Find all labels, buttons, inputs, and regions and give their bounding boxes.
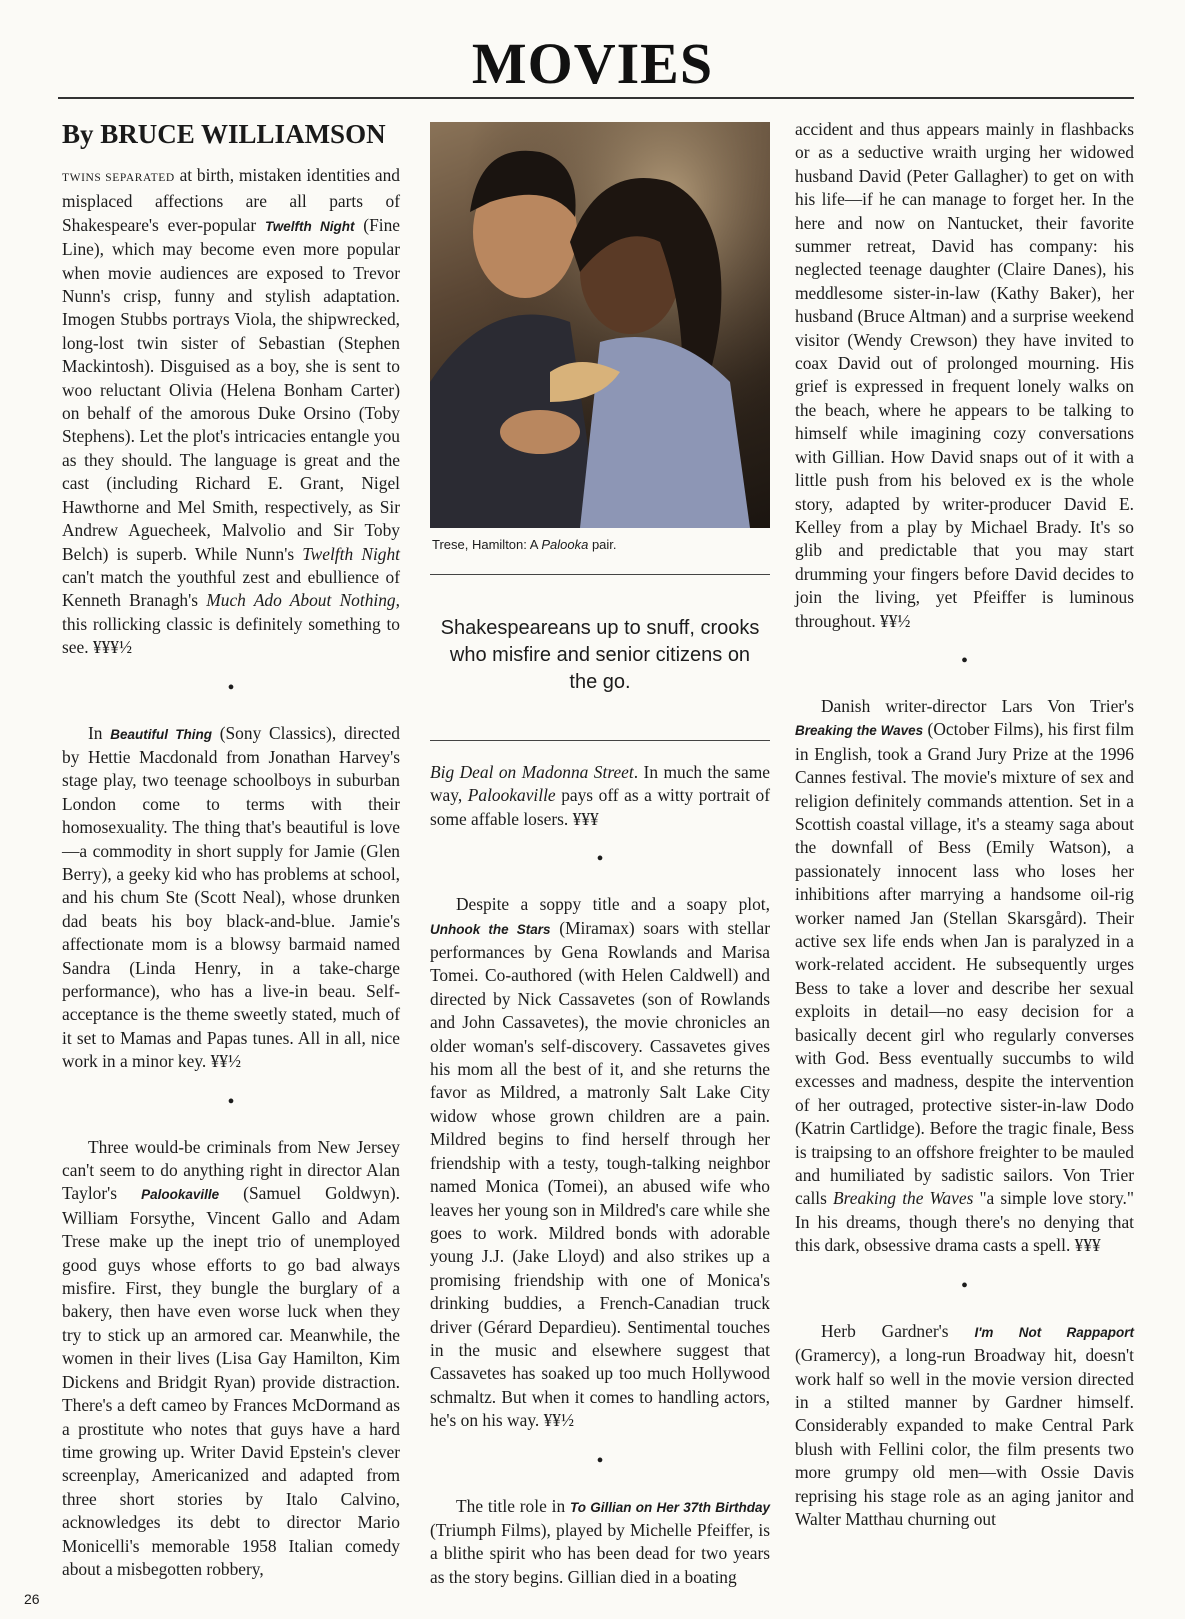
separator-bullet: •: [596, 1449, 604, 1472]
review-palookaville-continued: [430, 761, 770, 831]
film-title: Unhook the Stars: [430, 921, 551, 937]
text: . In much the same way,: [430, 762, 770, 806]
review-rappaport: [795, 1320, 1134, 1532]
italic-title: Twelfth Night: [302, 543, 400, 564]
separator-bullet: •: [596, 848, 604, 871]
column-3: [795, 118, 1134, 1531]
text: "a simple love story." In his dreams, though there's no denying that this dark, obsessive drama casts a spell.: [795, 1188, 1134, 1256]
italic-title: Much Ado About Nothing: [206, 590, 396, 611]
text: (Triumph Films), played by Michelle Pfeiffer, is a blithe spirit who has been dead for two years as the story begins. Gillian died in a boating: [430, 1519, 770, 1587]
italic-title: Breaking the Waves: [832, 1188, 974, 1209]
photo-illustration: [430, 122, 770, 528]
text: (Fine Line), which may become even more popular when movie audiences are exposed to Trevor Nunn's crisp, funny and stylish adaptation. Imogen Stubbs portrays Viola, the shipwrecked, long-lost twin sister of Sebastian (Stephen Mackintosh). Disguised as a boy, she is sent to woo reluctant Olivia (Helena Bonham Carter) on behalf of the amorous Duke Orsino (Toby Stephens). Let the plot's intricacies entangle you as they should. The language is great and the cast (including Richard E. Grant, Nigel Hawthorne and Mel Smith, respectively, as Sir Andrew Aguecheek, Malvolio and Sir Toby Belch) is superb. While Nunn's: [62, 214, 401, 564]
rating: ¥¥½: [543, 1410, 575, 1431]
section-title: MOVIES: [471, 31, 714, 96]
text: at birth, mistaken identities and misplaced affections are all parts of Shakespeare's ever-popular: [62, 165, 401, 235]
caption-italic: Palooka: [541, 537, 589, 552]
separator-bullet: •: [227, 676, 235, 699]
rating: ¥¥¥: [1074, 1235, 1101, 1256]
film-title: To Gillian on Her 37th Birthday: [570, 1499, 770, 1515]
review-beautiful-thing: [62, 722, 400, 1074]
rating: ¥¥¥½: [92, 637, 133, 658]
text: can't match the youthful zest and ebullience of Kenneth Branagh's: [62, 566, 400, 611]
column-2: [430, 122, 770, 1589]
text: accident and thus appears mainly in flashbacks or as a seductive wraith urging her widowed husband David (Peter Gallagher) to get on with his life—if he can manage to forget her. In the here and now on Nantucket, their favorite summer retreat, David has company: his neglected teenage daughter (Claire Danes), his meddlesome sister-in-law (Kathy Baker), her husband (Bruce Altman) and a surprise weekend visitor (Wendy Crewson) they have invited to coax David out of prolonged mourning. His grief is expressed in frequent lonely walks on the beach, where he appears to be talking to himself while imagining cozy conversations with Gillian. How David snaps out of it with a little push from his beloved ex is the whole story, adapted by writer-producer David E. Kelley from a play by Michael Brady. It's so glib and predictable that you may start drumming your fingers before David decides to join the living, yet Pfeiffer is luminous throughout.: [795, 119, 1134, 631]
rating: ¥¥¥: [572, 808, 599, 829]
review-twelfth-night: [62, 164, 400, 660]
byline: By BRUCE WILLIAMSON: [62, 119, 386, 149]
review-palookaville: [62, 1136, 400, 1582]
title-rule: [58, 97, 1134, 99]
text: (Gramercy), a long-run Broadway hit, doesn't work half so well in the movie version directed in a stilted manner by Gardner himself. Considerably expanded to make Central Park blush with Fellini color, the film presents two more grumpy old men—with Ossie Davis reprising his stage role as an aging janitor and Walter Matthau churning out: [795, 1345, 1134, 1529]
text: , this rollicking classic is definitely something to see.: [62, 590, 400, 658]
text: In: [88, 722, 111, 743]
review-to-gillian: [430, 1495, 770, 1590]
lead-smallcaps: TWINS SEPARATED: [62, 172, 175, 184]
caption-text: Trese, Hamilton: A: [432, 537, 542, 552]
text: Despite a soppy title and a soapy plot,: [456, 894, 770, 915]
separator-bullet: •: [960, 1274, 968, 1297]
film-title: Twelfth Night: [264, 218, 355, 234]
film-title: I'm Not Rappaport: [974, 1324, 1134, 1340]
film-title: Palookaville: [141, 1187, 220, 1203]
text: (Miramax) soars with stellar performances by Gena Rowlands and Marisa Tomei. Co-authored (with Helen Caldwell) and directed by Nick Cassavetes (son of Rowlands and John Cassavetes), the movie chronicles an older woman's self-discovery. Cassavetes gives his mom all the best of it, and she returns the favor as Mildred, a matronly Salt Lake City widow whose grown children are a pain. Mildred begins to find herself through her friendship with a testy, tough-talking neighbor named Monica (Tomei), an abused wife who leaves her young son in Mildred's care while she goes to work. Mildred bonds with adorable young J.J. (Jake Lloyd) and also strikes up a promising friendship with one of Monica's drinking buddies, a French-Canadian truck driver (Gérard Depardieu). Sentimental touches in the music and elsewhere suggest that Cassavetes has soaked up too much Hollywood schmaltz. But when it comes to handling actors, he's on his way.: [430, 917, 771, 1431]
text: pays off as a witty portrait of some affable losers.: [430, 785, 770, 829]
separator-bullet: •: [227, 1090, 235, 1113]
rating: ¥¥½: [210, 1051, 242, 1072]
page-number: 26: [24, 1591, 40, 1607]
couple-photo: [430, 122, 770, 528]
text: (October Films), his first film in English, took a Grand Jury Prize at the 1996 Cannes festival. The movie's mixture of sex and religion definitely commands attention. Set in a Scottish coastal village, it's a steamy saga about the downfall of Bess (Emily Watson), a passionately innocent lass who loses her inhibitions after marrying a handsome oil-rig worker named Jan (Stellan Skarsgård). Their active sex life ends when Jan is paralyzed in a work-related accident. He subsequently urges Bess to take a lover and describe her sexual exploits in detail—no easy decision for a basically decent girl who regularly converses with God. Bess eventually succumbs to wild excesses and madness, despite the intervention of her outraged, protective sister-in-law Dodo (Katrin Cartlidge). Before the tragic finale, Bess is traipsing to an offshore freighter to be mauled and humiliated by sadistic sailors. Von Trier calls: [795, 719, 1134, 1209]
caption-text: pair.: [588, 537, 617, 552]
rating: ¥¥½: [880, 610, 911, 631]
film-title: Breaking the Waves: [795, 723, 924, 739]
text: Three would-be criminals from New Jersey can't seem to do anything right in director Alan Taylor's: [62, 1136, 400, 1204]
pullquote: Shakespeareans up to snuff, crooks who misfire and senior citizens on the go.: [440, 617, 760, 693]
text: (Samuel Goldwyn). William Forsythe, Vincent Gallo and Adam Trese make up the inept trio of unemployed good guys whose efforts to go bad always misfire. First, they bungle the burglary of a bakery, then have even worse luck when they try to stick up an armored car. Meanwhile, the women in their lives (Lisa Gay Hamilton, Kim Dickens and Bridgit Ryan) provide distraction. There's a deft cameo by Frances McDormand as a prostitute who notes that guys have a hard time growing up. Writer David Epstein's clever screenplay, Americanized and adapted from three short stories by Italo Calvino, acknowledges its debt to director Mario Monicelli's memorable 1958 Italian comedy about a misbegotten robbery,: [62, 1183, 400, 1579]
review-to-gillian-continued: [795, 118, 1134, 633]
review-breaking-the-waves: [795, 695, 1134, 1258]
text: Danish writer-director Lars Von Trier's: [821, 695, 1134, 716]
text: Herb Gardner's: [821, 1320, 975, 1341]
separator-bullet: •: [960, 649, 968, 672]
text: The title role in: [456, 1495, 571, 1516]
italic-title: Big Deal on Madonna Street: [430, 762, 634, 782]
film-title: Beautiful Thing: [110, 726, 212, 742]
column-1: [62, 118, 400, 1581]
review-unhook-the-stars: [430, 893, 770, 1432]
photo-caption: [432, 536, 770, 554]
italic-title: Palookaville: [467, 785, 556, 806]
text: (Sony Classics), directed by Hettie Macdonald from Jonathan Harvey's stage play, two teenage schoolboys in suburban London come to terms with their homosexuality. The thing that's beautiful is love—a commodity in short supply for Jamie (Glen Berry), a geeky kid who has problems at school, and his chum Ste (Scott Neal), whose drunken dad beats his boy black-and-blue. Jamie's affectionate mom is a blowsy barmaid named Sandra (Linda Henry, in a take-charge performance), who has a live-in beau. Self-acceptance is the theme sweetly stated, much of it set to Mamas and Papas tunes. All in all, nice work in a minor key.: [62, 722, 400, 1072]
